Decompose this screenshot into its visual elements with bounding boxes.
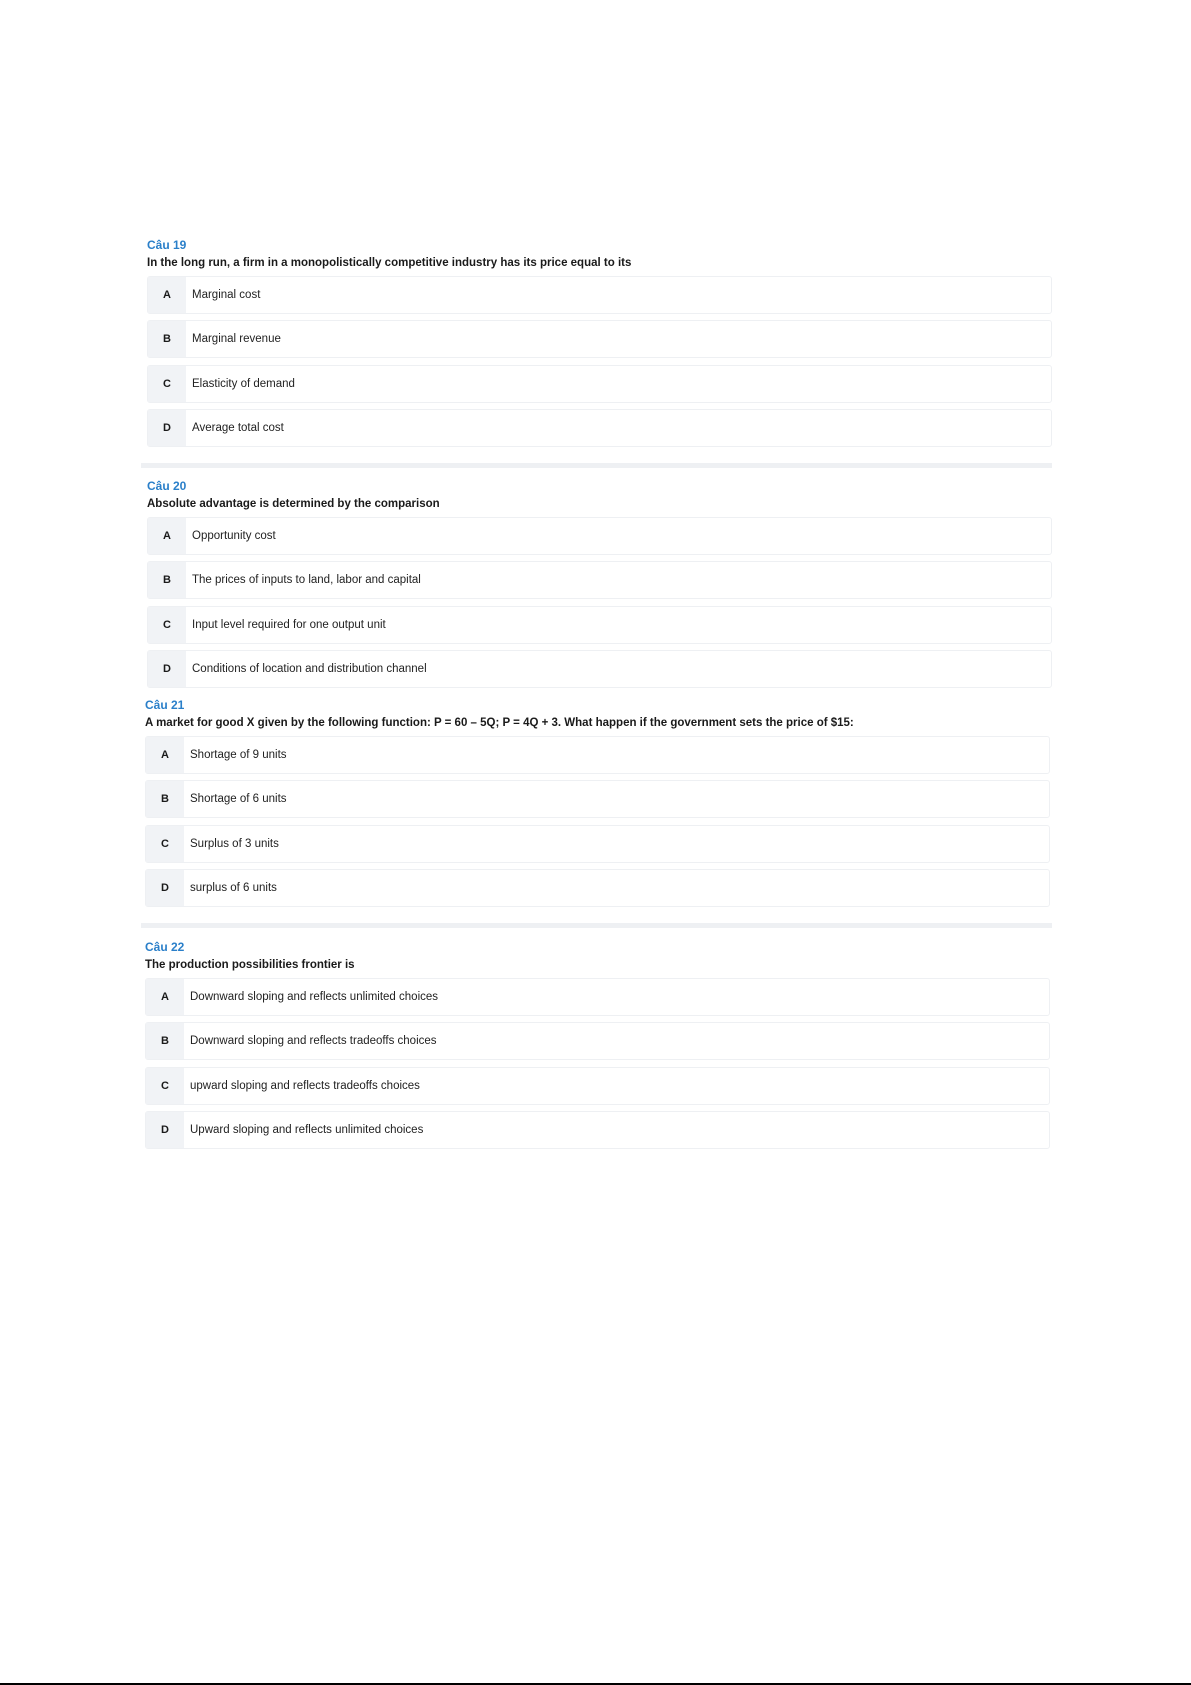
option-text: Average total cost [192, 422, 284, 435]
option-b[interactable] [147, 320, 1052, 358]
option-a[interactable] [145, 978, 1050, 1016]
question-21 [145, 696, 1050, 914]
option-letter: B [146, 1023, 184, 1059]
question-number: Câu 20 [147, 479, 187, 493]
option-b[interactable] [147, 561, 1052, 599]
option-letter: C [146, 826, 184, 862]
option-text: Shortage of 6 units [190, 793, 287, 806]
question-number: Câu 19 [147, 238, 187, 252]
option-c[interactable] [147, 365, 1052, 403]
option-letter: A [146, 737, 184, 773]
option-text: Conditions of location and distribution channel [192, 663, 427, 676]
option-text: upward sloping and reflects tradeoffs choices [190, 1079, 420, 1092]
option-letter: A [148, 277, 186, 313]
question-number: Câu 21 [145, 698, 185, 712]
option-letter: B [148, 321, 186, 357]
option-letter: C [148, 366, 186, 402]
option-letter: D [146, 1112, 184, 1148]
question-text: The production possibilities frontier is [145, 959, 355, 971]
option-text: surplus of 6 units [190, 882, 277, 895]
option-text: Opportunity cost [192, 530, 276, 542]
option-letter: B [146, 781, 184, 817]
option-a[interactable] [145, 736, 1050, 774]
option-text: Upward sloping and reflects unlimited choices [190, 1124, 424, 1137]
option-letter: D [148, 410, 186, 446]
option-a[interactable] [147, 517, 1052, 555]
option-text: Marginal revenue [192, 333, 281, 346]
question-text: A market for good X given by the following function: P = 60 – 5Q; P = 4Q + 3. What happen if the government sets the price of $15: [145, 717, 854, 729]
option-b[interactable] [145, 780, 1050, 818]
option-text: The prices of inputs to land, labor and capital [192, 574, 421, 587]
option-text: Downward sloping and reflects unlimited choices [190, 991, 439, 1003]
option-text: Surplus of 3 units [190, 837, 279, 850]
option-letter: D [146, 870, 184, 906]
option-letter: D [148, 651, 186, 687]
option-letter: C [148, 607, 186, 643]
section-divider [141, 923, 1052, 928]
option-d[interactable] [145, 869, 1050, 907]
option-d[interactable] [145, 1111, 1050, 1149]
option-letter: A [146, 979, 184, 1015]
question-text: In the long run, a firm in a monopolistically competitive industry has its price equal to its [147, 257, 632, 269]
option-d[interactable] [147, 409, 1052, 447]
option-c[interactable] [145, 1067, 1050, 1105]
question-text: Absolute advantage is determined by the comparison [147, 498, 440, 510]
option-b[interactable] [145, 1022, 1050, 1060]
question-19 [147, 236, 1052, 454]
option-text: Elasticity of demand [192, 377, 295, 390]
question-22 [145, 938, 1050, 1156]
option-text: Marginal cost [192, 289, 261, 301]
option-d[interactable] [147, 650, 1052, 688]
option-letter: C [146, 1068, 184, 1104]
option-letter: B [148, 562, 186, 598]
option-letter: A [148, 518, 186, 554]
option-text: Shortage of 9 units [190, 749, 287, 761]
option-text: Downward sloping and reflects tradeoffs choices [190, 1035, 437, 1048]
question-number: Câu 22 [145, 940, 185, 954]
section-divider [141, 463, 1052, 468]
option-c[interactable] [147, 606, 1052, 644]
option-text: Input level required for one output unit [192, 618, 386, 631]
option-c[interactable] [145, 825, 1050, 863]
question-20 [147, 477, 1052, 695]
option-a[interactable] [147, 276, 1052, 314]
